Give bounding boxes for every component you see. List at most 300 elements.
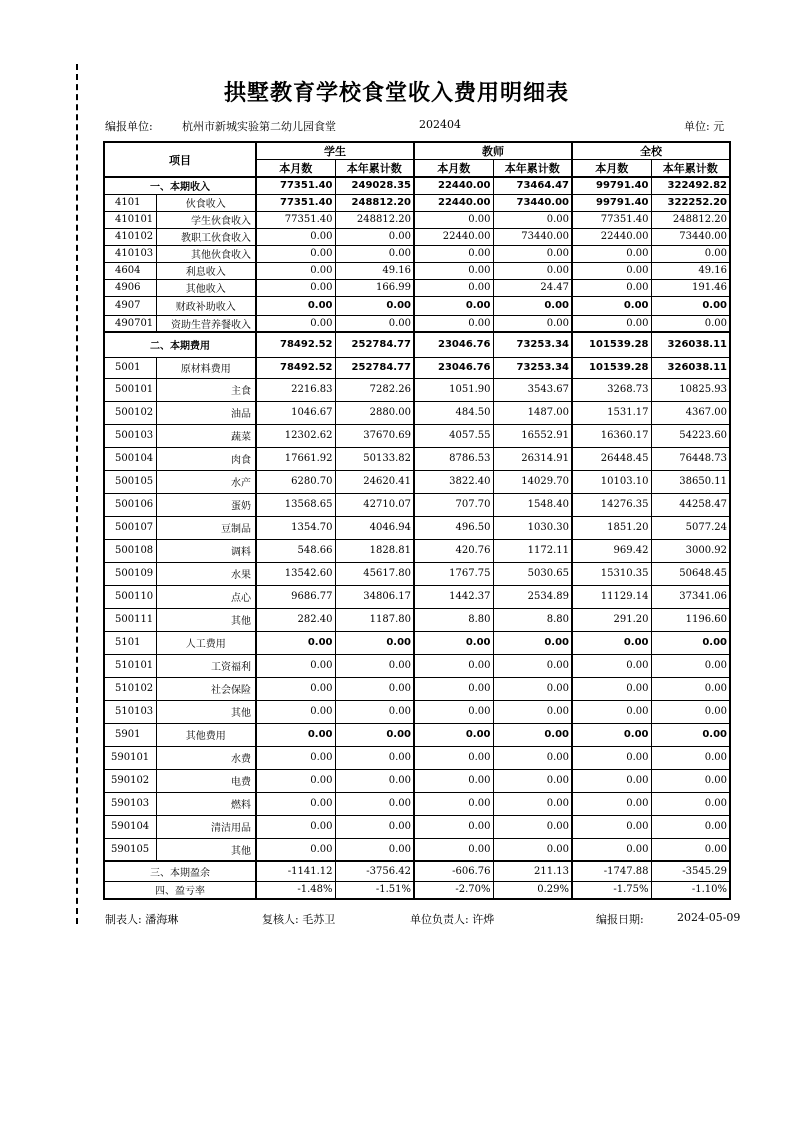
row-name: 其他收入	[156, 279, 256, 296]
row-name: 水产	[156, 470, 256, 493]
row-value: 0.00	[572, 631, 651, 654]
row-value: 73253.34	[493, 332, 572, 357]
row-value: 99791.40	[572, 194, 651, 211]
row-value: 10825.93	[651, 378, 730, 401]
row-value: 34806.17	[335, 585, 414, 608]
row-value: 13542.60	[256, 562, 335, 585]
header-group-school: 全校	[572, 142, 730, 160]
row-value: 38650.11	[651, 470, 730, 493]
row-value: 252784.77	[335, 357, 414, 378]
row-value: 54223.60	[651, 424, 730, 447]
row-value: 0.00	[493, 211, 572, 228]
row-value: 0.00	[572, 769, 651, 792]
row-value: 78492.52	[256, 332, 335, 357]
header-group-teachers: 教师	[414, 142, 572, 160]
row-value: 1354.70	[256, 516, 335, 539]
row-value: 0.00	[256, 245, 335, 262]
row-value: 101539.28	[572, 357, 651, 378]
table-row	[104, 654, 730, 677]
row-value: 252784.77	[335, 332, 414, 357]
row-value: 0.00	[256, 262, 335, 279]
row-value: 0.00	[335, 228, 414, 245]
row-code: 500102	[104, 401, 156, 424]
row-value: 49.16	[335, 262, 414, 279]
row-value: 0.00	[651, 769, 730, 792]
row-value: 24620.41	[335, 470, 414, 493]
row-value: 13568.65	[256, 493, 335, 516]
row-value: 16360.17	[572, 424, 651, 447]
preparer: 制表人: 潘海琳	[105, 913, 179, 926]
row-value: 73440.00	[493, 228, 572, 245]
row-code: 500108	[104, 539, 156, 562]
row-value: 0.00	[414, 700, 493, 723]
row-value: 7282.26	[335, 378, 414, 401]
header-item: 项目	[104, 142, 256, 177]
row-value: 77351.40	[256, 211, 335, 228]
row-value: 0.00	[651, 838, 730, 861]
row-value: 0.00	[493, 654, 572, 677]
row-name: 肉食	[156, 447, 256, 470]
row-value: 248812.20	[335, 211, 414, 228]
row-value: 77351.40	[572, 211, 651, 228]
row-value: 0.00	[493, 838, 572, 861]
row-value: 0.00	[256, 228, 335, 245]
row-value: 99791.40	[572, 177, 651, 194]
row-code: 500104	[104, 447, 156, 470]
row-value: 9686.77	[256, 585, 335, 608]
table-row	[104, 631, 730, 654]
row-code: 510102	[104, 677, 156, 700]
row-name: 其他伙食收入	[156, 245, 256, 262]
row-value: 248812.20	[651, 211, 730, 228]
row-value: 0.00	[414, 769, 493, 792]
table-row	[104, 562, 730, 585]
row-value: 73253.34	[493, 357, 572, 378]
row-value: 0.00	[256, 296, 335, 315]
row-value: 0.00	[256, 654, 335, 677]
row-value: 0.00	[335, 677, 414, 700]
row-value: 0.00	[256, 792, 335, 815]
row-code: 5901	[104, 723, 156, 746]
row-value: 0.00	[572, 654, 651, 677]
row-value: 166.99	[335, 279, 414, 296]
row-code: 500111	[104, 608, 156, 631]
row-value: 22440.00	[414, 194, 493, 211]
row-value: 0.00	[414, 211, 493, 228]
table-row	[104, 516, 730, 539]
header-sub-month: 本月数	[414, 160, 493, 178]
table-row	[104, 378, 730, 401]
row-value: 0.00	[256, 315, 335, 332]
table-row	[104, 424, 730, 447]
row-value: 0.00	[414, 315, 493, 332]
row-value: 24.47	[493, 279, 572, 296]
row-value: 322252.20	[651, 194, 730, 211]
row-value: 0.00	[335, 746, 414, 769]
row-code: 590104	[104, 815, 156, 838]
row-value: 548.66	[256, 539, 335, 562]
row-value: 0.00	[651, 723, 730, 746]
row-value: 0.00	[572, 746, 651, 769]
table-row	[104, 585, 730, 608]
row-value: 45617.80	[335, 562, 414, 585]
row-name: 蔬菜	[156, 424, 256, 447]
currency-label: 单位: 元	[684, 120, 725, 133]
row-value: 5077.24	[651, 516, 730, 539]
row-value: 0.00	[651, 654, 730, 677]
row-value: 282.40	[256, 608, 335, 631]
row-value: 1187.80	[335, 608, 414, 631]
row-value: 26314.91	[493, 447, 572, 470]
row-value: 0.00	[493, 296, 572, 315]
row-value: 0.00	[256, 631, 335, 654]
row-value: 0.00	[256, 815, 335, 838]
row-value: 0.00	[414, 279, 493, 296]
row-value: 0.00	[651, 315, 730, 332]
row-name: 水果	[156, 562, 256, 585]
row-value: 10103.10	[572, 470, 651, 493]
row-value: 484.50	[414, 401, 493, 424]
row-code: 4604	[104, 262, 156, 279]
binding-dash-line	[76, 64, 78, 924]
row-value: -606.76	[414, 861, 493, 881]
row-label: 二、本期费用	[104, 332, 256, 357]
row-value: 0.00	[493, 700, 572, 723]
row-value: 1442.37	[414, 585, 493, 608]
row-value: 0.00	[651, 245, 730, 262]
row-code: 590101	[104, 746, 156, 769]
table-row	[104, 815, 730, 838]
row-code: 500110	[104, 585, 156, 608]
row-value: 1030.30	[493, 516, 572, 539]
row-value: 4057.55	[414, 424, 493, 447]
row-value: -3545.29	[651, 861, 730, 881]
row-value: 291.20	[572, 608, 651, 631]
header-sub-month: 本月数	[572, 160, 651, 178]
table-row	[104, 493, 730, 516]
header-sub-ytd: 本年累计数	[651, 160, 730, 178]
row-value: 2880.00	[335, 401, 414, 424]
row-value: 2534.89	[493, 585, 572, 608]
table-row	[104, 677, 730, 700]
row-value: -1141.12	[256, 861, 335, 881]
row-value: 191.46	[651, 279, 730, 296]
row-value: 0.00	[572, 315, 651, 332]
row-value: 0.00	[256, 838, 335, 861]
row-value: 0.00	[335, 315, 414, 332]
row-value: 8786.53	[414, 447, 493, 470]
row-value: -1747.88	[572, 861, 651, 881]
row-value: 22440.00	[572, 228, 651, 245]
row-value: 73440.00	[493, 194, 572, 211]
row-name: 其他费用	[156, 723, 256, 746]
row-value: 0.00	[651, 792, 730, 815]
report-period: 202404	[419, 118, 461, 131]
row-value: 496.50	[414, 516, 493, 539]
row-code: 5101	[104, 631, 156, 654]
row-value: 3268.73	[572, 378, 651, 401]
row-value: 14029.70	[493, 470, 572, 493]
row-value: 16552.91	[493, 424, 572, 447]
row-code: 500107	[104, 516, 156, 539]
row-name: 燃料	[156, 792, 256, 815]
row-value: 0.00	[572, 815, 651, 838]
row-value: 2216.83	[256, 378, 335, 401]
row-name: 油品	[156, 401, 256, 424]
row-value: -1.48%	[256, 881, 335, 899]
table-row	[104, 746, 730, 769]
row-value: 0.00	[414, 296, 493, 315]
row-value: 37670.69	[335, 424, 414, 447]
row-value: 50648.45	[651, 562, 730, 585]
row-value: 0.00	[414, 746, 493, 769]
row-label: 三、本期盈余	[104, 861, 256, 881]
row-value: 0.00	[335, 838, 414, 861]
row-value: 1172.11	[493, 539, 572, 562]
row-code: 490701	[104, 315, 156, 332]
row-code: 500106	[104, 493, 156, 516]
row-value: 0.00	[493, 245, 572, 262]
row-value: 3543.67	[493, 378, 572, 401]
row-value: 0.00	[414, 838, 493, 861]
row-code: 500109	[104, 562, 156, 585]
row-value: 77351.40	[256, 194, 335, 211]
row-value: 4367.00	[651, 401, 730, 424]
row-value: 0.00	[256, 279, 335, 296]
row-value: 0.00	[493, 815, 572, 838]
table-row	[104, 332, 730, 357]
row-value: 249028.35	[335, 177, 414, 194]
row-name: 清洁用品	[156, 815, 256, 838]
table-row	[104, 245, 730, 262]
row-value: 73464.47	[493, 177, 572, 194]
reviewer: 复核人: 毛苏卫	[262, 913, 336, 926]
row-value: 0.00	[651, 815, 730, 838]
row-value: 0.00	[651, 746, 730, 769]
row-value: 5030.65	[493, 562, 572, 585]
row-value: -1.75%	[572, 881, 651, 899]
row-value: 0.00	[572, 723, 651, 746]
row-value: 1828.81	[335, 539, 414, 562]
table-row	[104, 315, 730, 332]
row-code: 4101	[104, 194, 156, 211]
table-row	[104, 401, 730, 424]
row-code: 590102	[104, 769, 156, 792]
row-name: 电费	[156, 769, 256, 792]
table-row	[104, 539, 730, 562]
row-value: 0.00	[256, 700, 335, 723]
row-value: 969.42	[572, 539, 651, 562]
row-value: 23046.76	[414, 332, 493, 357]
row-name: 其他	[156, 700, 256, 723]
row-value: 0.00	[493, 631, 572, 654]
row-value: 0.00	[335, 700, 414, 723]
row-name: 工资福利	[156, 654, 256, 677]
responsible-person: 单位负责人: 许烨	[410, 913, 495, 926]
row-value: 0.00	[335, 245, 414, 262]
row-value: -2.70%	[414, 881, 493, 899]
row-value: 0.00	[335, 815, 414, 838]
row-value: 248812.20	[335, 194, 414, 211]
row-value: 0.00	[493, 723, 572, 746]
row-code: 500101	[104, 378, 156, 401]
row-value: 326038.11	[651, 332, 730, 357]
detail-table	[103, 141, 731, 900]
row-value: 22440.00	[414, 177, 493, 194]
row-value: 0.00	[493, 315, 572, 332]
row-name: 主食	[156, 378, 256, 401]
table-row	[104, 279, 730, 296]
row-code: 410103	[104, 245, 156, 262]
row-value: 0.00	[256, 723, 335, 746]
row-value: 0.00	[572, 262, 651, 279]
row-value: 322492.82	[651, 177, 730, 194]
report-date: 2024-05-09	[677, 911, 741, 924]
table-row	[104, 608, 730, 631]
table-row	[104, 357, 730, 378]
table-row	[104, 769, 730, 792]
row-name: 学生伙食收入	[156, 211, 256, 228]
row-name: 社会保险	[156, 677, 256, 700]
row-value: 211.13	[493, 861, 572, 881]
row-value: 0.00	[572, 838, 651, 861]
table-row	[104, 700, 730, 723]
row-value: 0.00	[335, 769, 414, 792]
row-name: 教职工伙食收入	[156, 228, 256, 245]
table-row	[104, 177, 730, 194]
row-value: 1196.60	[651, 608, 730, 631]
row-code: 410102	[104, 228, 156, 245]
row-value: 0.00	[651, 677, 730, 700]
row-value: 1767.75	[414, 562, 493, 585]
row-value: 0.00	[651, 296, 730, 315]
row-code: 510101	[104, 654, 156, 677]
row-value: 0.00	[256, 677, 335, 700]
row-name: 水费	[156, 746, 256, 769]
table-row	[104, 228, 730, 245]
unit-name: 杭州市新城实验第二幼儿园食堂	[182, 120, 336, 133]
row-value: 0.00	[651, 631, 730, 654]
row-value: 77351.40	[256, 177, 335, 194]
row-code: 5001	[104, 357, 156, 378]
row-value: 420.76	[414, 539, 493, 562]
row-value: 0.00	[493, 677, 572, 700]
header-sub-month: 本月数	[256, 160, 335, 178]
row-value: 0.00	[651, 700, 730, 723]
table-row	[104, 838, 730, 861]
row-code: 510103	[104, 700, 156, 723]
row-value: 17661.92	[256, 447, 335, 470]
table-row	[104, 194, 730, 211]
table-row	[104, 723, 730, 746]
row-value: 326038.11	[651, 357, 730, 378]
row-name: 蛋奶	[156, 493, 256, 516]
row-value: 0.00	[256, 746, 335, 769]
row-label: 四、盈亏率	[104, 881, 256, 899]
row-value: 0.00	[414, 723, 493, 746]
row-name: 原材料费用	[156, 357, 256, 378]
row-code: 590103	[104, 792, 156, 815]
row-value: 0.00	[256, 769, 335, 792]
header-group-students: 学生	[256, 142, 414, 160]
row-value: -1.51%	[335, 881, 414, 899]
row-name: 利息收入	[156, 262, 256, 279]
row-name: 财政补助收入	[156, 296, 256, 315]
row-value: 0.00	[414, 262, 493, 279]
row-value: 1548.40	[493, 493, 572, 516]
row-value: 8.80	[493, 608, 572, 631]
row-value: 0.00	[414, 815, 493, 838]
row-value: 0.00	[414, 654, 493, 677]
row-value: 6280.70	[256, 470, 335, 493]
row-name: 伙食收入	[156, 194, 256, 211]
row-value: 26448.45	[572, 447, 651, 470]
row-name: 其他	[156, 838, 256, 861]
row-value: 78492.52	[256, 357, 335, 378]
row-value: 0.00	[572, 279, 651, 296]
row-name: 其他	[156, 608, 256, 631]
row-value: 15310.35	[572, 562, 651, 585]
row-value: 0.00	[414, 631, 493, 654]
row-value: 37341.06	[651, 585, 730, 608]
row-value: 0.00	[335, 296, 414, 315]
row-value: 1487.00	[493, 401, 572, 424]
row-value: -3756.42	[335, 861, 414, 881]
row-value: 1851.20	[572, 516, 651, 539]
row-value: 22440.00	[414, 228, 493, 245]
row-value: 0.00	[572, 700, 651, 723]
row-value: 0.00	[572, 677, 651, 700]
row-value: 49.16	[651, 262, 730, 279]
row-value: 0.00	[335, 792, 414, 815]
table-row	[104, 211, 730, 228]
row-name: 点心	[156, 585, 256, 608]
row-value: 3822.40	[414, 470, 493, 493]
row-value: 42710.07	[335, 493, 414, 516]
row-value: 76448.73	[651, 447, 730, 470]
row-value: 707.70	[414, 493, 493, 516]
row-value: 50133.82	[335, 447, 414, 470]
row-value: 0.00	[335, 631, 414, 654]
row-value: 8.80	[414, 608, 493, 631]
row-value: 14276.35	[572, 493, 651, 516]
row-value: 0.00	[493, 262, 572, 279]
row-value: 0.00	[414, 792, 493, 815]
row-value: 44258.47	[651, 493, 730, 516]
row-code: 4906	[104, 279, 156, 296]
row-value: 1051.90	[414, 378, 493, 401]
row-label: 一、本期收入	[104, 177, 256, 194]
row-code: 410101	[104, 211, 156, 228]
row-value: 3000.92	[651, 539, 730, 562]
row-value: 4046.94	[335, 516, 414, 539]
table-row	[104, 861, 730, 881]
table-row	[104, 447, 730, 470]
row-value: 0.29%	[493, 881, 572, 899]
row-value: 0.00	[335, 654, 414, 677]
row-code: 4907	[104, 296, 156, 315]
header-sub-ytd: 本年累计数	[335, 160, 414, 178]
page-title: 拱墅教育学校食堂收入费用明细表	[223, 81, 569, 106]
row-value: -1.10%	[651, 881, 730, 899]
row-value: 0.00	[414, 245, 493, 262]
row-value: 23046.76	[414, 357, 493, 378]
row-value: 1046.67	[256, 401, 335, 424]
row-value: 12302.62	[256, 424, 335, 447]
row-name: 豆制品	[156, 516, 256, 539]
row-value: 11129.14	[572, 585, 651, 608]
row-value: 0.00	[493, 746, 572, 769]
